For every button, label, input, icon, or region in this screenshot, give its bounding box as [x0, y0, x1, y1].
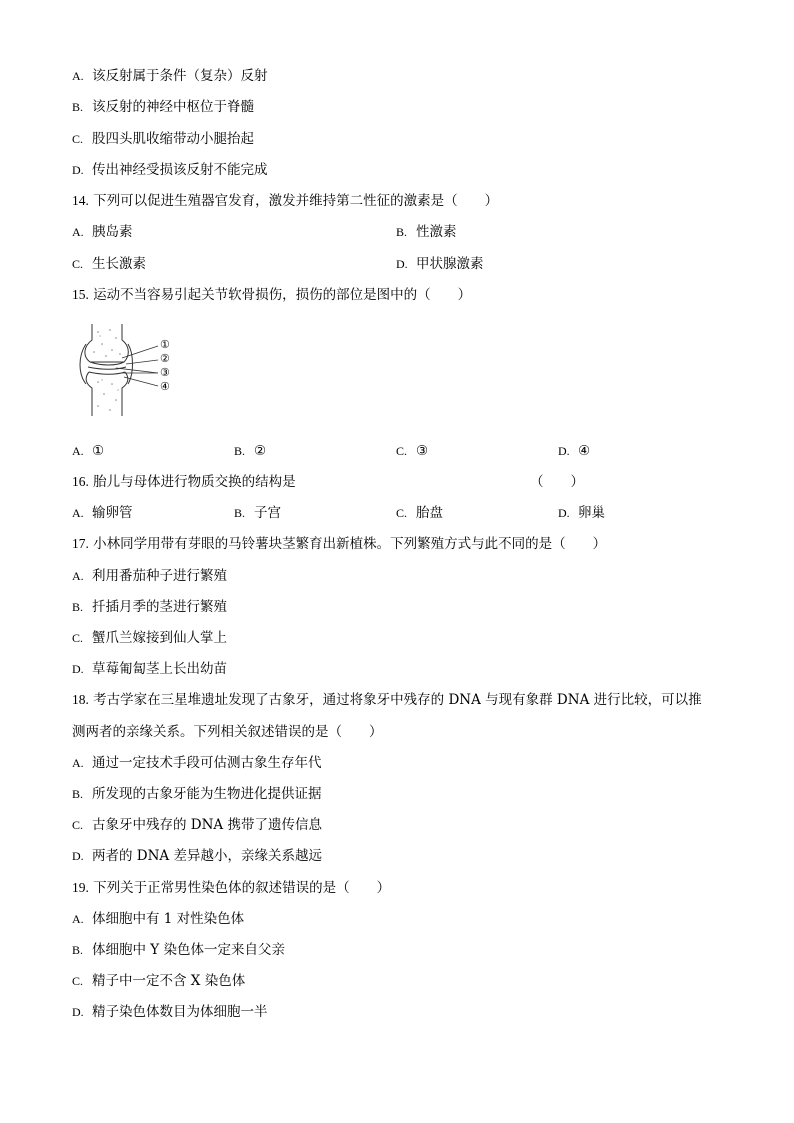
q17-option-a: A. 利用番茄种子进行繁殖 — [72, 568, 227, 584]
figure-label-1: ① — [160, 338, 170, 351]
q14-option-b: B. 性激素 — [396, 224, 457, 240]
q19-stem: 19. 下列关于正常男性染色体的叙述错误的是（ ） — [72, 880, 391, 896]
q15-option-b: B. ② — [234, 443, 267, 459]
q19-option-a: A. 体细胞中有 1 对性染色体 — [72, 911, 245, 927]
q19-option-c: C. 精子中一定不含 X 染色体 — [72, 973, 246, 989]
figure-label-3: ③ — [160, 366, 170, 379]
q17-option-c: C. 蟹爪兰嫁接到仙人掌上 — [72, 630, 227, 646]
figure-label-4: ④ — [160, 380, 170, 393]
q18-option-c: C. 古象牙中残存的 DNA 携带了遗传信息 — [72, 817, 322, 833]
q14-option-a: A. 胰岛素 — [72, 224, 133, 240]
q14-options-row1 — [72, 223, 722, 241]
q16-option-d: D. 卵巢 — [558, 505, 605, 521]
q19-option-d: D. 精子染色体数目为体细胞一半 — [72, 1004, 268, 1020]
q14-option-d: D. 甲状腺激素 — [396, 256, 484, 272]
q13-option-d: D. 传出神经受损该反射不能完成 — [72, 162, 268, 178]
q15-option-c: C. ③ — [396, 443, 429, 459]
q13-option-a: A. 该反射属于条件（复杂）反射 — [72, 68, 268, 84]
q16-options-row — [72, 504, 722, 522]
q19-option-b: B. 体细胞中 Y 染色体一定来自父亲 — [72, 942, 285, 958]
q18-stem-line2: 测两者的亲缘关系。下列相关叙述错误的是（ ） — [72, 724, 383, 740]
q18-stem-line1: 18. 考古学家在三星堆遗址发现了古象牙，通过将象牙中残存的 DNA 与现有象群 DNA 进行比较，可以推 — [72, 692, 702, 708]
knee-joint-figure — [72, 322, 182, 418]
q17-option-d: D. 草莓匍匐茎上长出幼苗 — [72, 661, 227, 677]
q16-option-a: A. 输卵管 — [72, 505, 133, 521]
q16-option-b: B. 子宫 — [234, 505, 281, 521]
q17-stem: 17. 小林同学用带有芽眼的马铃薯块茎繁育出新植株。下列繁殖方式与此不同的是（ ） — [72, 536, 607, 552]
q15-option-a: A. ① — [72, 443, 105, 459]
q15-stem: 15. 运动不当容易引起关节软骨损伤，损伤的部位是图中的（ ） — [72, 287, 472, 303]
figure-label-2: ② — [160, 352, 170, 365]
q18-option-b: B. 所发现的古象牙能为生物进化提供证据 — [72, 786, 322, 802]
q15-option-d: D. ④ — [558, 443, 591, 459]
q18-option-d: D. 两者的 DNA 差异越小，亲缘关系越远 — [72, 848, 322, 864]
q15-options-row — [72, 442, 722, 460]
q17-option-b: B. 扦插月季的茎进行繁殖 — [72, 599, 227, 615]
q16-answer-paren: （ ） — [530, 474, 584, 490]
q16-stem: 16. 胎儿与母体进行物质交换的结构是 （ ） — [72, 474, 584, 490]
q13-option-b: B. 该反射的神经中枢位于脊髓 — [72, 99, 254, 115]
q14-option-c: C. 生长激素 — [72, 256, 146, 272]
q14-stem: 14. 下列可以促进生殖器官发育，激发并维持第二性征的激素是（ ） — [72, 193, 499, 209]
q18-option-a: A. 通过一定技术手段可估测古象生存年代 — [72, 755, 322, 771]
q13-option-c: C. 股四头肌收缩带动小腿抬起 — [72, 131, 254, 147]
q16-option-c: C. 胎盘 — [396, 505, 443, 521]
q14-options-row2 — [72, 255, 722, 273]
